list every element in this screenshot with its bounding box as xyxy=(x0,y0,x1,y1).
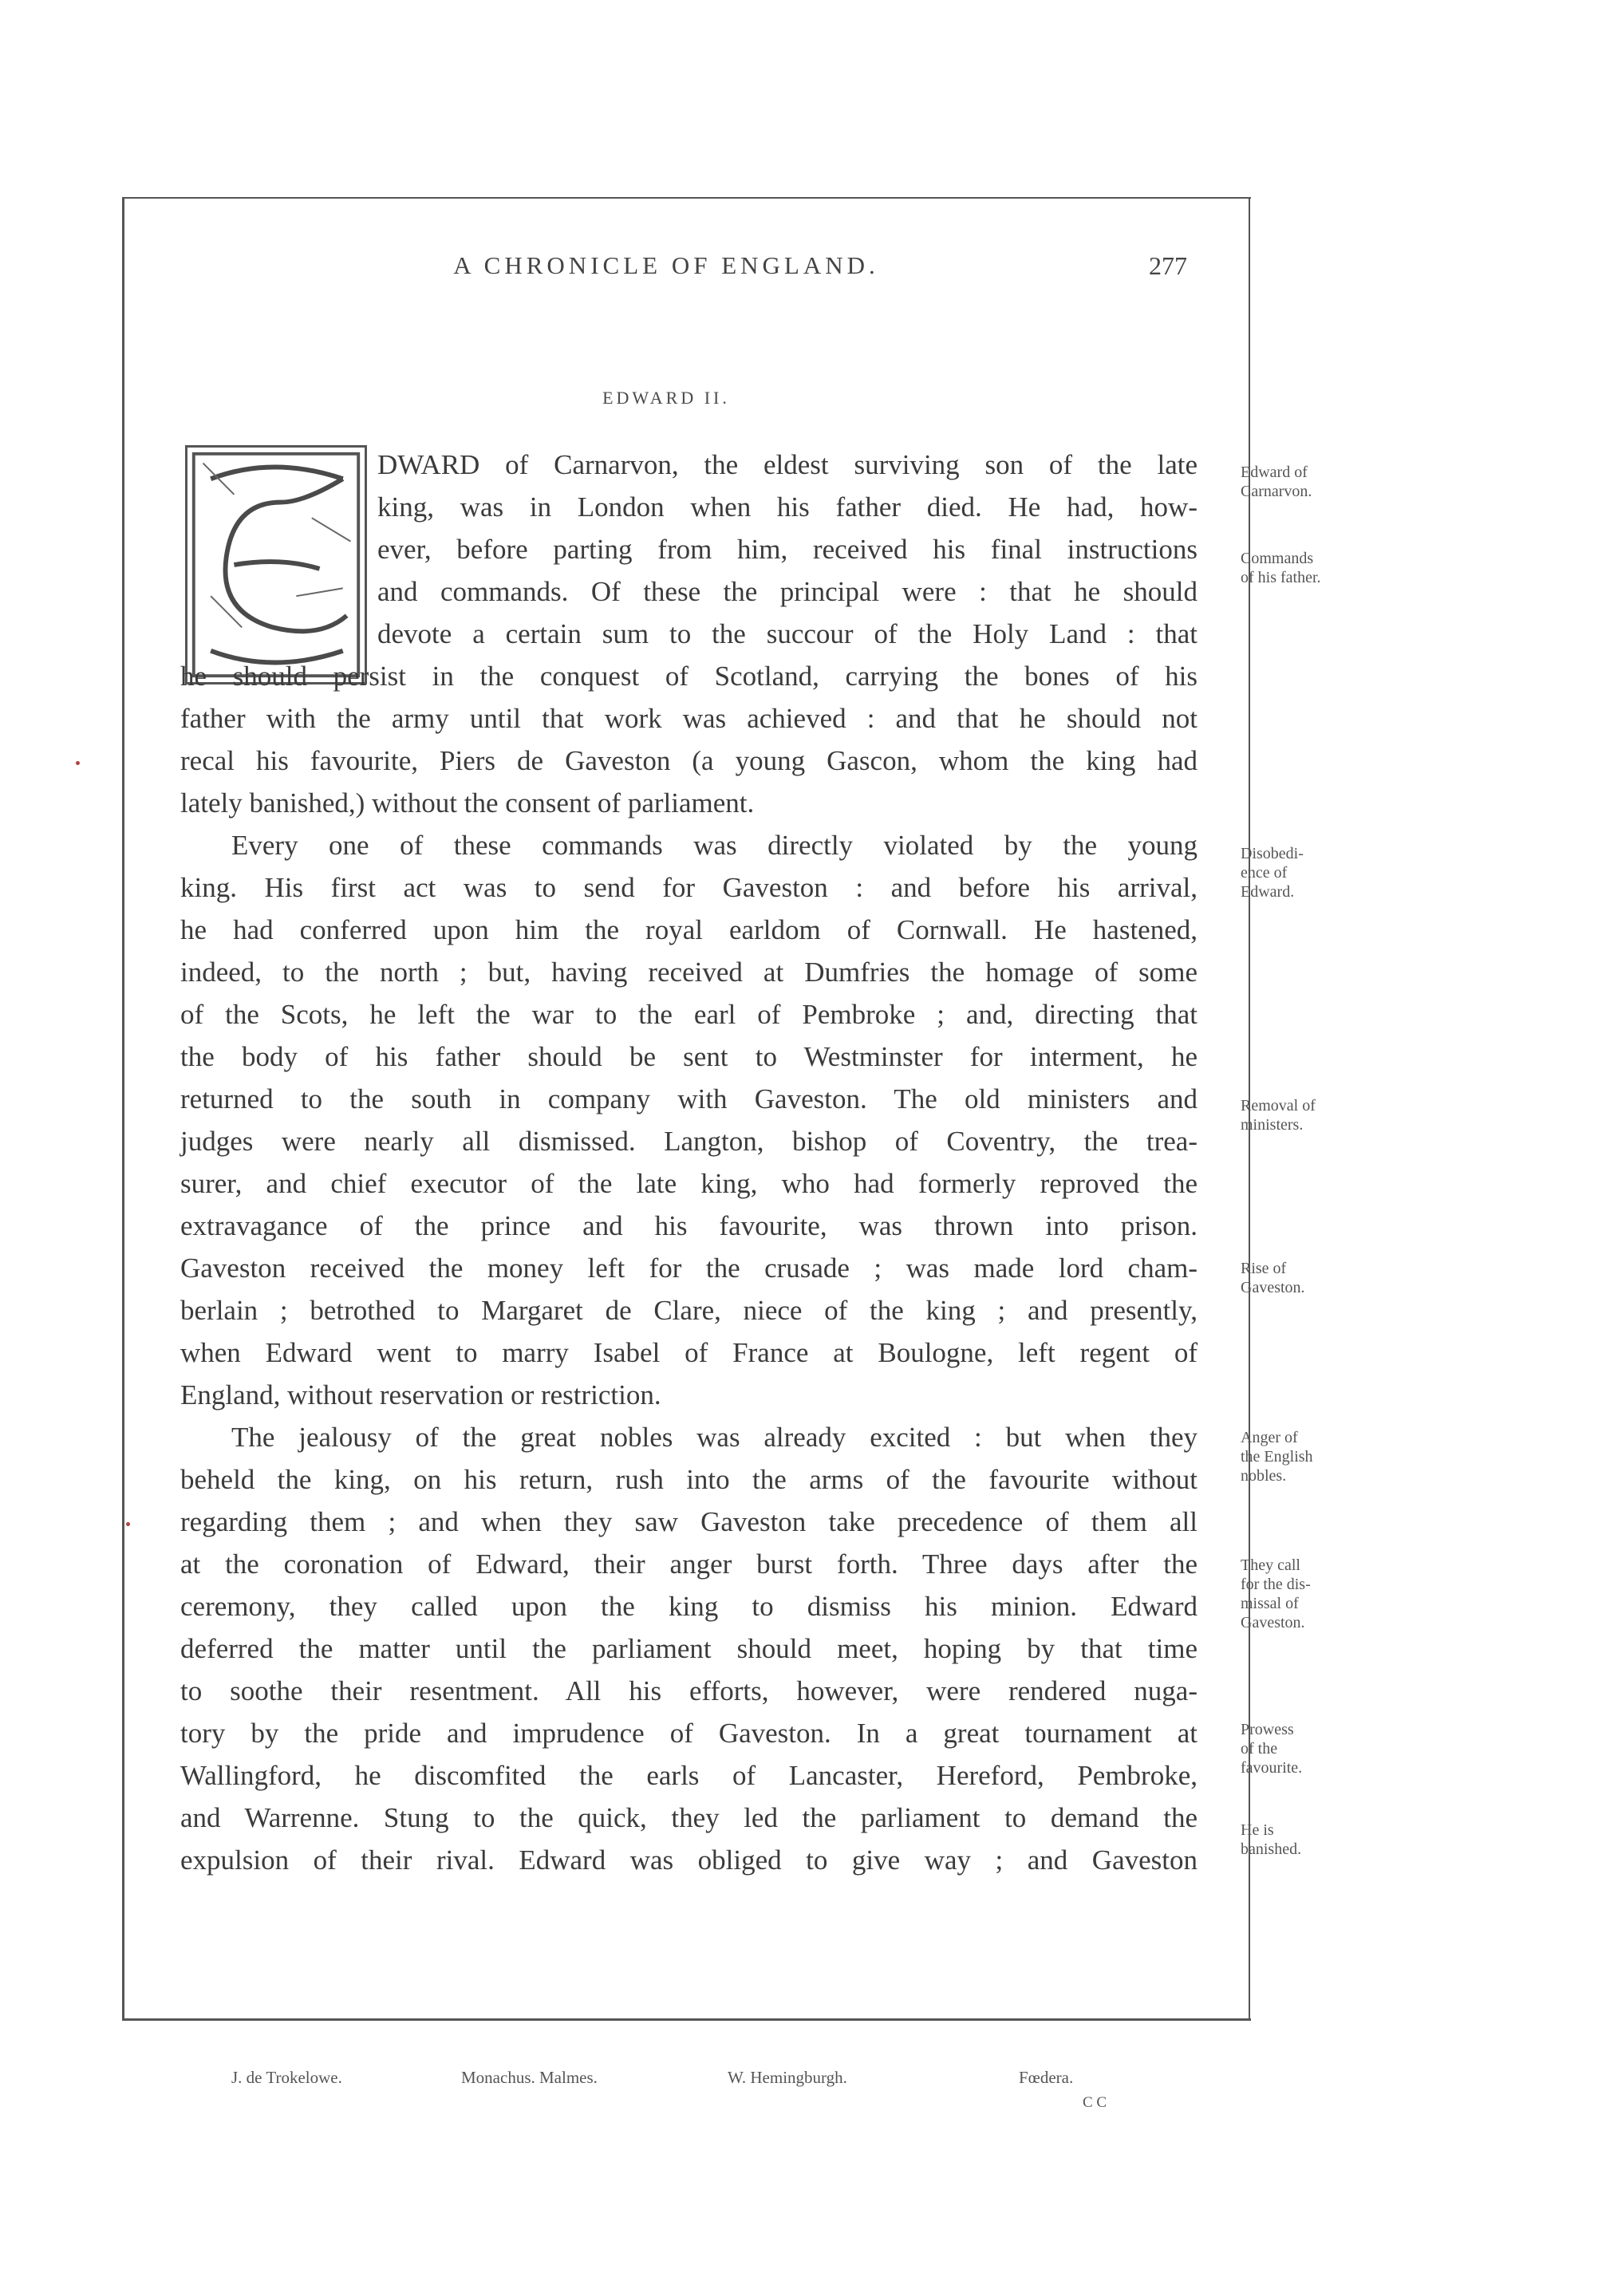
margin-note: He is banished. xyxy=(1241,1821,1302,1858)
body-line: deferred the matter until the parliament should meet, hoping by that time xyxy=(180,1633,1198,1664)
frame-left-rule xyxy=(122,197,124,2020)
body-line: regarding them ; and when they saw Gaveston take precedence of them all xyxy=(180,1506,1198,1537)
body-line: returned to the south in company with Gaveston. The old ministers and xyxy=(180,1083,1198,1114)
footnote-citation: W. Hemingburgh. xyxy=(728,2068,847,2087)
running-header: A CHRONICLE OF ENGLAND. xyxy=(453,251,879,279)
section-title: EDWARD II. xyxy=(602,388,730,408)
frame-bottom-rule xyxy=(122,2018,1251,2021)
body-line: and commands. Of these the principal were : that he should xyxy=(377,576,1198,607)
margin-note: Rise of Gaveston. xyxy=(1241,1260,1305,1296)
body-line: The jealousy of the great nobles was already excited : but when they xyxy=(231,1422,1198,1453)
body-line: he should persist in the conquest of Scotland, carrying the bones of his xyxy=(180,661,1198,692)
signature-mark: C C xyxy=(1083,2094,1107,2111)
footnote-citation: Monachus. Malmes. xyxy=(461,2068,598,2087)
body-line: to soothe their resentment. All his efforts, however, were rendered nuga- xyxy=(180,1675,1198,1706)
ink-speck xyxy=(126,1522,130,1526)
decorated-initial-e xyxy=(185,445,367,684)
body-line: ceremony, they called upon the king to dismiss his minion. Edward xyxy=(180,1591,1198,1622)
body-line: king, was in London when his father died. He had, how- xyxy=(377,491,1198,523)
body-line: recal his favourite, Piers de Gaveston (a young Gascon, whom the king had xyxy=(180,745,1198,776)
body-line: Every one of these commands was directly violated by the young xyxy=(231,830,1198,861)
ink-speck xyxy=(76,761,80,765)
body-line: of the Scots, he left the war to the earl of Pembroke ; and, directing that xyxy=(180,999,1198,1030)
body-line: father with the army until that work was achieved : and that he should not xyxy=(180,703,1198,734)
body-line: tory by the pride and imprudence of Gaveston. In a great tournament at xyxy=(180,1718,1198,1749)
body-line: judges were nearly all dismissed. Langton, bishop of Coventry, the trea- xyxy=(180,1126,1198,1157)
body-line: Wallingford, he discomfited the earls of Lancaster, Hereford, Pembroke, xyxy=(180,1760,1198,1791)
frame-top-rule xyxy=(122,197,1251,199)
margin-note: They call for the dis- missal of Gaveston. xyxy=(1241,1556,1311,1631)
body-line: king. His first act was to send for Gaveston : and before his arrival, xyxy=(180,872,1198,903)
footnote-citation: Fœdera. xyxy=(1019,2068,1074,2087)
margin-note: Anger of the English nobles. xyxy=(1241,1429,1313,1485)
body-line: indeed, to the north ; but, having received at Dumfries the homage of some xyxy=(180,957,1198,988)
margin-note: Commands of his father. xyxy=(1241,550,1321,586)
body-line: England, without reservation or restriction. xyxy=(180,1379,661,1410)
body-line: extravagance of the prince and his favourite, was thrown into prison. xyxy=(180,1210,1198,1241)
body-line: ever, before parting from him, received his final instructions xyxy=(377,534,1198,565)
footnote-citation: J. de Trokelowe. xyxy=(231,2068,342,2087)
margin-note: Disobedi- ence of Edward. xyxy=(1241,845,1304,901)
body-line: surer, and chief executor of the late king, who had formerly reproved the xyxy=(180,1168,1198,1199)
body-line: beheld the king, on his return, rush into the arms of the favourite without xyxy=(180,1464,1198,1495)
body-line: lately banished,) without the consent of parliament. xyxy=(180,787,755,819)
margin-note: Removal of ministers. xyxy=(1241,1097,1316,1134)
body-line: he had conferred upon him the royal earldom of Cornwall. He hastened, xyxy=(180,914,1198,945)
margin-note: Prowess of the favourite. xyxy=(1241,1721,1303,1777)
body-line: Gaveston received the money left for the crusade ; was made lord cham- xyxy=(180,1253,1198,1284)
body-line: expulsion of their rival. Edward was obliged to give way ; and Gaveston xyxy=(180,1844,1198,1876)
body-line: at the coronation of Edward, their anger burst forth. Three days after the xyxy=(180,1548,1198,1580)
body-line: DWARD of Carnarvon, the eldest surviving son of the late xyxy=(377,449,1198,480)
body-line: and Warrenne. Stung to the quick, they led the parliament to demand the xyxy=(180,1802,1198,1833)
page-number: 277 xyxy=(1149,251,1187,280)
body-line: when Edward went to marry Isabel of France at Boulogne, left regent of xyxy=(180,1337,1198,1368)
body-line: the body of his father should be sent to Westminster for interment, he xyxy=(180,1041,1198,1072)
body-line: devote a certain sum to the succour of the Holy Land : that xyxy=(377,618,1198,649)
body-line: berlain ; betrothed to Margaret de Clare, niece of the king ; and presently, xyxy=(180,1295,1198,1326)
margin-note: Edward of Carnarvon. xyxy=(1241,464,1312,500)
